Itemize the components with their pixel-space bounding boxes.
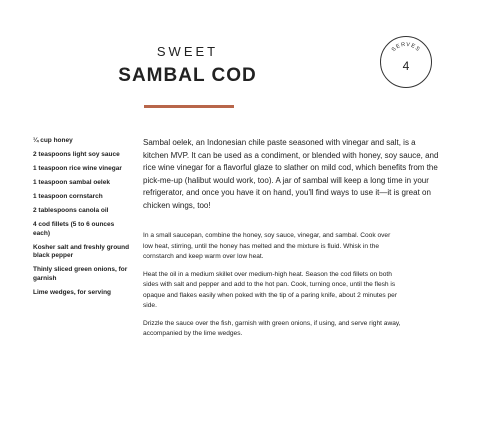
ingredient-item: Lime wedges, for serving xyxy=(33,288,112,296)
recipe-intro: Sambal oelek, an Indonesian chile paste seasoned with vinegar and salt, is a kitchen MVP. It can be used as a condiment, or blended with honey, soy sauce, and rice wine vinegar for a flavorful glaze to slather on mild cod, which benefits from the pick-me-up (halibut would work, too). A jar of sambal will keep a long time in your refrigerator, and once you have it on hand, you'll find ways to use it—it is great on chicken wings, too! xyxy=(143,138,439,210)
ingredient-item: Kosher salt and freshly ground black pepper xyxy=(33,243,130,259)
ingredient-item: 1 teaspoon cornstarch xyxy=(33,193,103,200)
ingredient-item: 2 teaspoons light soy sauce xyxy=(33,151,120,158)
method-step: Drizzle the sauce over the fish, garnish with green onions, if using, and serve right away, accompanied by the lime wedges. xyxy=(143,319,401,337)
method-steps xyxy=(143,231,401,347)
serves-count: 4 xyxy=(402,59,410,73)
ingredient-list xyxy=(33,137,133,303)
ingredient-item: Thinly sliced green onions, for garnish xyxy=(33,266,128,282)
title-divider xyxy=(144,105,234,108)
svg-text:SERVES xyxy=(391,42,421,53)
recipe-title: SAMBAL COD xyxy=(118,65,257,86)
ingredient-item: 4 cod fillets (5 to 6 ounces each) xyxy=(33,221,115,237)
method-step: In a small saucepan, combine the honey, soy sauce, vinegar, and sambal. Cook over low heat, stirring, until the honey has melted and the mixture is fluid. Whisk in the cornstarch and keep warm over low heat. xyxy=(143,232,391,260)
ingredient-item: 2 tablespoons canola oil xyxy=(33,207,109,214)
serves-badge xyxy=(380,36,432,88)
serves-label: SERVES xyxy=(390,41,422,54)
ingredient-item: ¼ cup honey xyxy=(33,137,73,144)
recipe-subtitle: SWEET xyxy=(156,44,219,59)
method-step: Heat the oil in a medium skillet over medium-high heat. Season the cod fillets on both sides with salt and pepper and add to the hot pan. Cook, turning once, until the flesh is opaque and flakes easily when poked with the tip of a paring knife, about 2 minutes per side. xyxy=(143,270,398,309)
ingredient-item: 1 teaspoon rice wine vinegar xyxy=(33,165,122,172)
ingredient-item: 1 teaspoon sambal oelek xyxy=(33,179,110,186)
